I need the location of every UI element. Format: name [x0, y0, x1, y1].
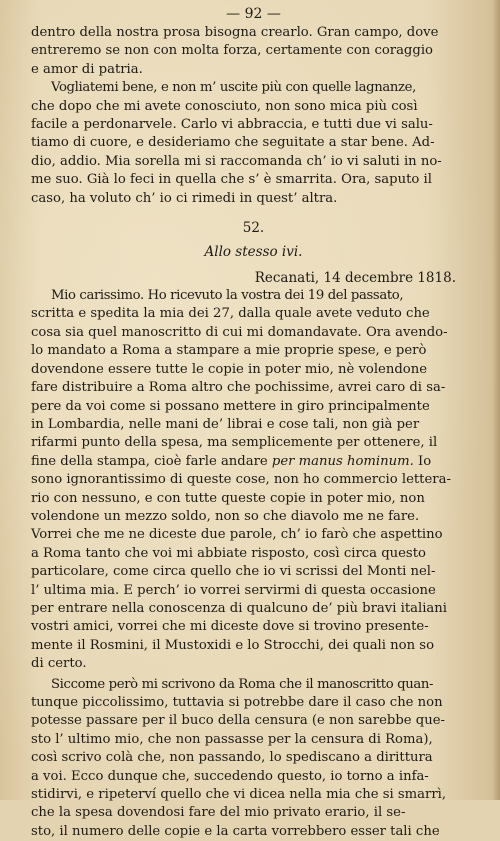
text-line: facile a perdonarvele. Carlo vi abbraccia, e tutti due vi salu- — [31, 117, 433, 133]
text-line: Siccome però mi scrivono da Roma che il manoscritto quan- — [51, 676, 434, 692]
text-line: in Lombardia, nelle mani de’ librai e cose tali, non già per — [31, 416, 420, 432]
letter-heading: Allo stesso ivi. — [204, 244, 303, 261]
text-segment: Io — [413, 453, 432, 469]
text-line: dentro della nostra prosa bisogna crearlo. Gran campo, dove — [31, 25, 439, 40]
text-line: Vorrei che me ne diceste due parole, ch’ io farò che aspettino — [31, 527, 443, 543]
text-line: lo mandato a Roma a stampare a mie proprie spese, e però — [31, 343, 427, 359]
text-line: sono ignorantissimo di queste cose, non ho commercio lettera- — [31, 472, 451, 488]
text-line: mente il Rosmini, il Mustoxidi e lo Strocchi, dei quali non so — [31, 637, 435, 653]
page-fold-shadow — [492, 0, 500, 800]
text-line: rifarmi punto della spesa, ma semplicemente per ottenere, il — [31, 435, 438, 451]
text-line: caso, ha voluto ch’ io ci rimedi in quest’ altra. — [31, 190, 338, 206]
text-line: Mio carissimo. Ho ricevuto la vostra dei 19 del passato, — [51, 288, 404, 304]
text-line: dovendone essere tutte le copie in poter mio, nè volendone — [31, 361, 428, 377]
text-line: a Roma tanto che voi mi abbiate risposto, così circa questo — [31, 545, 426, 561]
intro-paragraph — [31, 24, 476, 79]
dateline: Recanati, 14 decembre 1818. — [254, 270, 456, 287]
page-number: — 92 — — [226, 6, 281, 22]
text-line-with-italic — [31, 453, 476, 471]
text-line: fare distribuire a Roma altro che pochissime, avrei caro di sa- — [31, 380, 446, 396]
text-line: volendone un mezzo soldo, non so che diavolo me ne fare. — [31, 508, 420, 524]
text-line: pere da voi come si possano mettere in giro principalmente — [31, 398, 430, 414]
italic-latin-phrase: per manus hominum. — [271, 453, 414, 469]
text-line: di certo. — [31, 656, 87, 672]
text-line: Vogliatemi bene, e non m’ uscite più con quelle lagnanze, — [51, 80, 416, 96]
text-segment: fine della stampa, cioè farle andare — [31, 453, 268, 469]
text-line: potesse passare per il buco della censura (e non sarebbe que- — [31, 713, 445, 729]
text-line: scritta e spedita la mia dei 27, dalla quale avete veduto che — [31, 306, 430, 322]
text-line: entreremo se non con molta forza, certamente con coraggio — [31, 43, 433, 59]
text-line: così scrivo colà che, non passando, lo spediscano a dirittura — [31, 750, 433, 766]
letter-number: 52. — [242, 220, 265, 237]
text-line: me suo. Già lo feci in quella che s’ è smarrita. Ora, saputo il — [31, 172, 432, 188]
text-line: e amor di patria. — [31, 61, 143, 77]
text-line: che dopo che mi avete conosciuto, non sono mica più così — [31, 98, 418, 114]
text-line: stidirvi, e ripeterví quello che vi dicea nella mia che si smarrì, — [31, 787, 447, 803]
second-paragraph — [31, 79, 476, 208]
text-line: l’ ultima mia. E perch’ io vorrei servirmi di questa occasione — [31, 582, 436, 598]
text-line: cosa sia quel manoscritto di cui mi domandavate. Ora avendo- — [31, 324, 448, 340]
letter-body-paragraph — [31, 287, 476, 674]
text-line: particolare, come circa quello che io vi scrissi del Monti nel- — [31, 564, 436, 580]
text-line: a voi. Ecco dunque che, succedendo questo, io torno a infa- — [31, 768, 429, 784]
text-line: per entrare nella conoscenza di qualcuno de’ più bravi italiani — [31, 600, 448, 616]
text-line: tiamo di cuore, e desideriamo che seguitate a star bene. Ad- — [31, 135, 435, 151]
text-line: vostri amici, vorrei che mi diceste dove si trovino presente- — [31, 619, 429, 635]
text-line: sto, il numero delle copie e la carta vorrebbero esser tali che — [31, 823, 440, 839]
text-line: tunque piccolissimo, tuttavia si potrebbe dare il caso che non — [31, 695, 443, 710]
text-line: che la spesa dovendosi fare del mio privato erario, il se- — [31, 805, 406, 821]
text-line: dio, addio. Mia sorella mi si raccomanda ch’ io vi saluti in no- — [31, 153, 442, 169]
text-line: rio con nessuno, e con tutte queste copie in poter mio, non — [31, 490, 425, 506]
letter-body-paragraph — [31, 676, 476, 841]
text-line: sto l’ ultimo mio, che non passasse per la censura di Roma), — [31, 731, 433, 747]
